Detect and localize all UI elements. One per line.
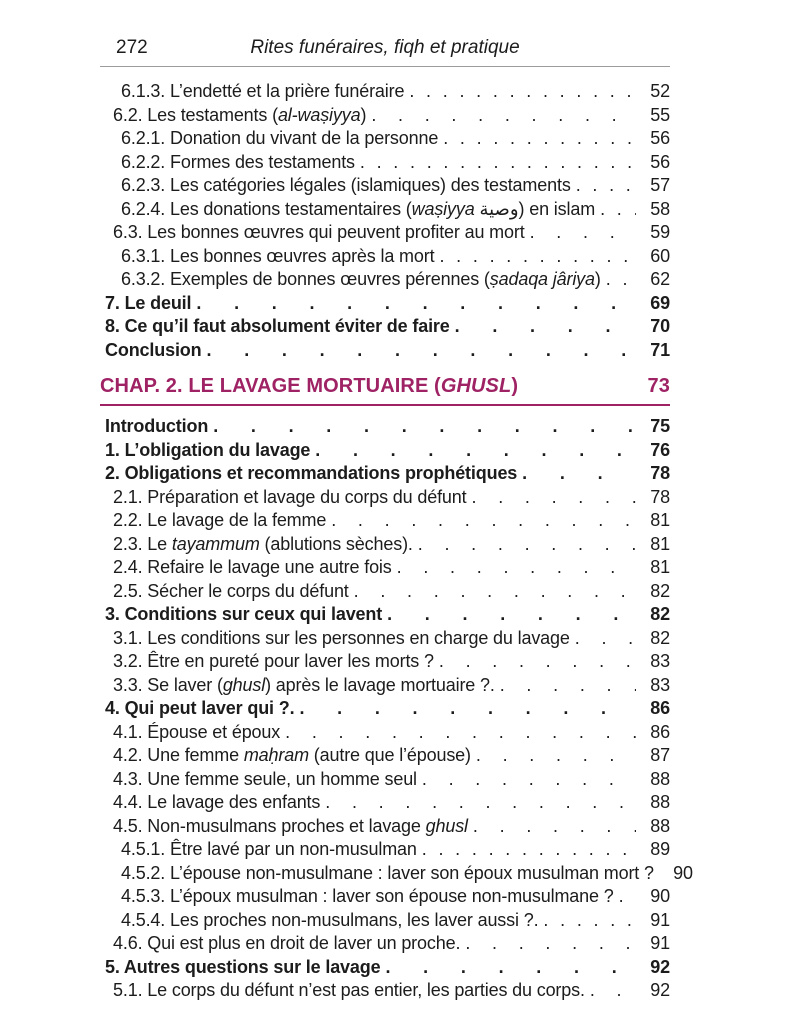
- toc-entry-row: [100, 198, 670, 222]
- toc-entry-label: 4.5.3. L’époux musulman : laver son épouse non-musulmane ?: [121, 886, 614, 906]
- page-number: 76: [650, 439, 670, 460]
- page-number: 52: [650, 81, 670, 101]
- toc-entry-label: 2.3. Le tayammum (ablutions sèches).: [113, 533, 413, 554]
- page-number: 83: [650, 674, 670, 695]
- toc-entry-label: 4.2. Une femme maḥram (autre que l’épouse): [113, 745, 471, 765]
- dot-leader: [360, 151, 636, 175]
- toc-entry-label: 8. Ce qu’il faut absolument éviter de faire: [105, 316, 450, 336]
- toc-entry-label: 3.3. Se laver (ghusl) après le lavage mortuaire ?.: [113, 674, 495, 695]
- page-number: 88: [650, 792, 670, 812]
- dot-leader: [439, 650, 636, 674]
- toc-entry-row: [100, 838, 670, 862]
- toc-entry-label: 5.1. Le corps du défunt n’est pas entier, les parties du corps.: [113, 980, 585, 1000]
- toc-entry-row: [100, 627, 670, 651]
- page-number: 89: [650, 839, 670, 859]
- toc-list: [100, 80, 693, 1003]
- dot-leader: [606, 268, 636, 292]
- page-number: 57: [650, 175, 670, 195]
- page-number: 83: [650, 651, 670, 671]
- dot-leader: [590, 979, 636, 1003]
- page-number: 56: [650, 128, 670, 148]
- toc-entry-label: Conclusion: [105, 339, 202, 360]
- dot-leader: [385, 956, 636, 980]
- toc-entry-label: 6.3.1. Les bonnes œuvres après la mort: [121, 245, 435, 266]
- dot-leader: [331, 509, 636, 533]
- toc-entry-row: [100, 415, 670, 439]
- toc-entry-row: [100, 932, 670, 956]
- dot-leader: [522, 462, 636, 486]
- toc-entry-row: [100, 221, 670, 245]
- toc-entry-row: [100, 268, 670, 292]
- page-number: 88: [650, 815, 670, 836]
- page-number: 55: [650, 104, 670, 125]
- toc-entry-row: [100, 768, 670, 792]
- page-number: 59: [650, 222, 670, 242]
- toc-entry-row: [100, 127, 670, 151]
- toc-entry-row: [100, 486, 670, 510]
- toc-entry-label: 6.3.2. Exemples de bonnes œuvres pérennes (ṣadaqa jâriya): [121, 269, 601, 289]
- toc-entry-label: 7. Le deuil: [105, 292, 192, 313]
- dot-leader: [325, 791, 636, 815]
- toc-entry-row: [100, 439, 670, 463]
- dot-leader: [439, 245, 636, 269]
- toc-entry-row: [100, 533, 670, 557]
- dot-leader: [387, 603, 636, 627]
- toc-entry-row: [100, 956, 670, 980]
- toc-entry-label: 4.1. Épouse et époux: [113, 721, 281, 742]
- toc-entry-label: 5. Autres questions sur le lavage: [105, 956, 381, 977]
- toc-entry-row: [100, 721, 670, 745]
- toc-entry-label: 4.4. Le lavage des enfants: [113, 792, 321, 812]
- dot-leader: [472, 486, 637, 510]
- toc-entry-label: 2. Obligations et recommandations prophétiques: [105, 463, 518, 483]
- page-number: 71: [650, 339, 670, 360]
- toc-entry-row: [100, 815, 670, 839]
- page-number: 81: [650, 533, 670, 554]
- page-number: 62: [650, 269, 670, 289]
- toc-entry-row: [100, 979, 670, 1003]
- toc-entry-label: 4.3. Une femme seule, un homme seul: [113, 768, 417, 789]
- toc-entry-row: [100, 104, 670, 128]
- toc-entry-label: 4.5.4. Les proches non-musulmans, les laver aussi ?.: [121, 909, 539, 930]
- dot-leader: [600, 198, 636, 222]
- toc-entry-label: 2.2. Le lavage de la femme: [113, 510, 327, 530]
- dot-leader: [500, 674, 636, 698]
- toc-entry-row: [100, 151, 670, 175]
- toc-entry-label: 6.2.1. Donation du vivant de la personne: [121, 128, 439, 148]
- toc-entry-label: 6.1.3. L’endetté et la prière funéraire: [121, 81, 405, 101]
- dot-leader: [422, 768, 636, 792]
- page-number: 78: [650, 463, 670, 483]
- toc-entry-row: [100, 339, 670, 363]
- page-number: 87: [650, 745, 670, 765]
- page-number: 56: [650, 151, 670, 172]
- chapter-heading-row: [100, 375, 670, 406]
- toc-entry-label: 3. Conditions sur ceux qui lavent: [105, 604, 383, 624]
- toc-entry-row: [100, 462, 670, 486]
- page-number: 82: [650, 580, 670, 601]
- toc-entry-label: 4.5.1. Être lavé par un non-musulman: [121, 839, 417, 859]
- folio-page-number: 272: [116, 37, 148, 58]
- page-number: 58: [650, 198, 670, 219]
- dot-leader: [473, 815, 636, 839]
- toc-entry-row: [100, 862, 693, 886]
- toc-entry-label: 2.1. Préparation et lavage du corps du défunt: [113, 486, 467, 507]
- dot-leader: [354, 580, 636, 604]
- page-header: [100, 34, 670, 61]
- toc-entry-label: 4.5. Non-musulmans proches et lavage ghusl: [113, 815, 468, 836]
- page-number: 81: [650, 557, 670, 577]
- page-number: 78: [650, 486, 670, 507]
- toc-entry-label: 3.2. Être en pureté pour laver les morts ?: [113, 651, 434, 671]
- dot-leader: [371, 104, 636, 128]
- page-number: 73: [647, 375, 670, 397]
- toc-entry-label: 2.4. Refaire le lavage une autre fois: [113, 557, 392, 577]
- toc-entry-row: [100, 603, 670, 627]
- dot-leader: [465, 932, 636, 956]
- page-number: 75: [650, 416, 670, 436]
- header-rule: [100, 66, 670, 67]
- page-number: 86: [650, 721, 670, 742]
- page-number: 92: [650, 980, 670, 1000]
- toc-entry-label: 6.2.4. Les donations testamentaires (waṣiyya وصية) en islam: [121, 198, 596, 219]
- page-number: 90: [650, 886, 670, 906]
- toc-entry-label: 3.1. Les conditions sur les personnes en charge du lavage: [113, 627, 570, 648]
- running-title: Rites funéraires, fiqh et pratique: [250, 37, 520, 58]
- toc-entry-row: [100, 174, 670, 198]
- toc-entry-row: [100, 292, 670, 316]
- dot-leader: [418, 533, 636, 557]
- page-number: 88: [650, 768, 670, 789]
- toc-entry-row: [100, 885, 670, 909]
- toc-entry-label: Introduction: [105, 416, 209, 436]
- toc-entry-row: [100, 580, 670, 604]
- toc-entry-label: 1. L’obligation du lavage: [105, 439, 311, 460]
- toc-entry-row: [100, 556, 670, 580]
- toc-entry-row: [100, 791, 670, 815]
- toc-entry-label: 6.2.2. Formes des testaments: [121, 151, 355, 172]
- toc-entry-row: [100, 909, 670, 933]
- dot-leader: [476, 744, 636, 768]
- page-number: 82: [650, 627, 670, 648]
- toc-entry-row: [100, 245, 670, 269]
- dot-leader: [619, 885, 636, 909]
- toc-entry-label: 4.6. Qui est plus en droit de laver un proche.: [113, 933, 461, 953]
- dot-leader: [530, 221, 636, 245]
- toc-entry-row: [100, 697, 670, 721]
- page-number: 69: [650, 292, 670, 313]
- toc-entry-row: [100, 650, 670, 674]
- toc-entry-row: [100, 509, 670, 533]
- dot-leader: [196, 292, 636, 316]
- toc-entry-label: 6.2.3. Les catégories légales (islamiques) des testaments: [121, 175, 571, 195]
- page-number: 70: [650, 316, 670, 336]
- toc-entry-label: 4. Qui peut laver qui ?.: [105, 698, 295, 718]
- toc-entry-row: [100, 744, 670, 768]
- dot-leader: [576, 174, 636, 198]
- dot-leader: [397, 556, 636, 580]
- dot-leader: [422, 838, 636, 862]
- page-number: 81: [650, 510, 670, 530]
- dot-leader: [543, 909, 636, 933]
- dot-leader: [443, 127, 636, 151]
- toc-entry-row: [100, 315, 670, 339]
- toc-entry-label: 2.5. Sécher le corps du défunt: [113, 580, 349, 601]
- toc-entry-row: [100, 80, 670, 104]
- toc-entry-label: 6.2. Les testaments (al-waṣiyya): [113, 104, 367, 125]
- dot-leader: [575, 627, 636, 651]
- dot-leader: [213, 415, 636, 439]
- toc-entry-label: 4.5.2. L’épouse non-musulmane : laver son époux musulman mort ?: [121, 862, 654, 883]
- dot-leader: [455, 315, 636, 339]
- page-number: 82: [650, 604, 670, 624]
- dot-leader: [285, 721, 636, 745]
- page-number: 92: [650, 956, 670, 977]
- page-number: 91: [650, 909, 670, 930]
- dot-leader: [315, 439, 636, 463]
- page-number: 60: [650, 245, 670, 266]
- toc-entry-label: 6.3. Les bonnes œuvres qui peuvent profiter au mort: [113, 222, 525, 242]
- dot-leader: [299, 697, 636, 721]
- page-number: 91: [650, 933, 670, 953]
- page-number: 86: [650, 698, 670, 718]
- chapter-heading-label: CHAP. 2. LE LAVAGE MORTUAIRE (GHUSL): [100, 375, 519, 397]
- dot-leader: [409, 80, 636, 104]
- dot-leader: [207, 339, 637, 363]
- toc-entry-row: [100, 674, 670, 698]
- page-number: 90: [673, 862, 693, 883]
